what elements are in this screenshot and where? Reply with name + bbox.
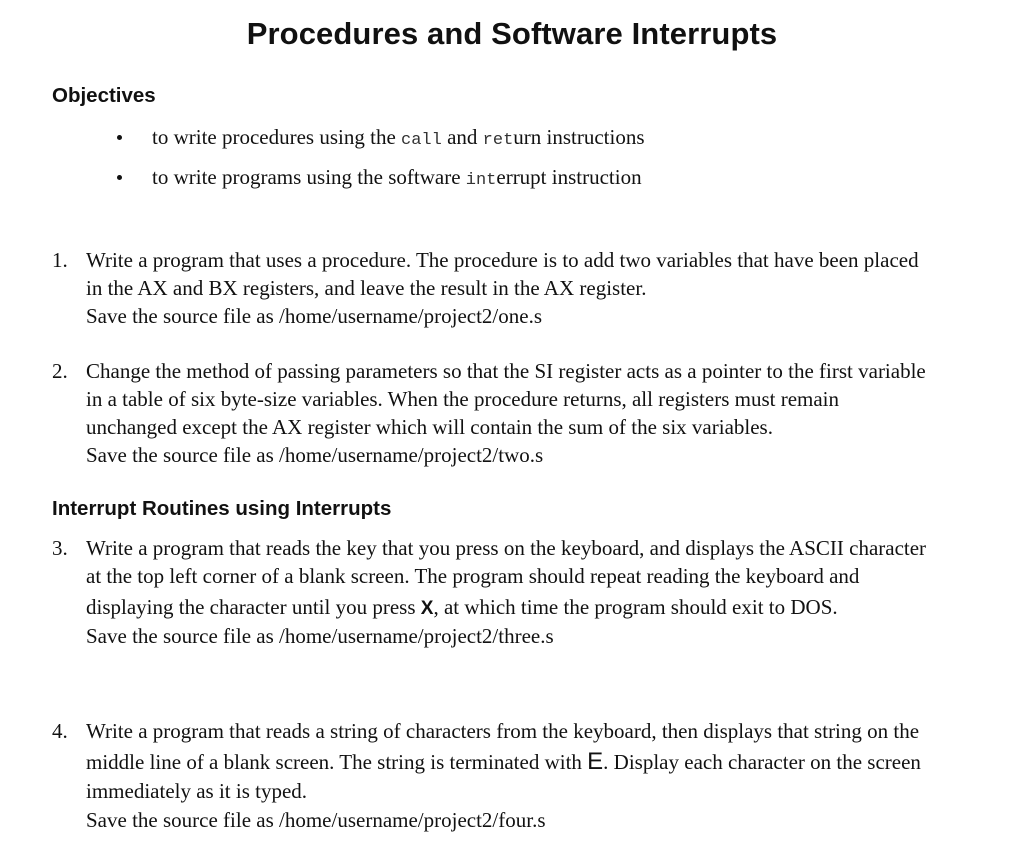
- item-line: Write a program that uses a procedure. The procedure is to add two variables that have been placed: [86, 248, 919, 272]
- item-line: Write a program that reads the key that you press on the keyboard, and displays the ASCII character: [86, 536, 927, 560]
- item-number: 3.: [52, 536, 68, 560]
- item-line: Save the source file as /home/username/project2/three.s: [86, 624, 554, 648]
- interrupts-heading: Interrupt Routines using Interrupts: [52, 497, 392, 520]
- key-x: X: [420, 598, 434, 619]
- item-line: in a table of six byte-size variables. When the procedure returns, all registers must remain: [86, 387, 840, 411]
- item-line: Write a program that reads a string of characters from the keyboard, then displays that string on the: [86, 719, 920, 743]
- bullet-icon: [117, 175, 122, 180]
- item-line: in the AX and BX registers, and leave the result in the AX register.: [86, 276, 647, 300]
- item-line: immediately as it is typed.: [86, 779, 308, 803]
- page-title: Procedures and Software Interrupts: [246, 16, 778, 51]
- item-number: 2.: [52, 359, 68, 383]
- objective-text: to write programs using the software interrupt instruction: [152, 165, 642, 190]
- item-line: at the top left corner of a blank screen. The program should repeat reading the keyboard and: [86, 564, 860, 588]
- item-line: Save the source file as /home/username/project2/two.s: [86, 443, 544, 467]
- code-ret: ret: [482, 131, 514, 150]
- bullet-icon: [117, 135, 122, 140]
- item-line: Change the method of passing parameters so that the SI register acts as a pointer to the first variable: [86, 359, 926, 383]
- code-int: int: [465, 171, 497, 190]
- item-line: Save the source file as /home/username/project2/four.s: [86, 808, 546, 832]
- objective-text: to write procedures using the call and return instructions: [152, 125, 645, 150]
- item-line: displaying the character until you press X, at which time the program should exit to DOS.: [86, 595, 838, 619]
- item-number: 4.: [52, 719, 68, 743]
- objectives-heading: Objectives: [52, 84, 156, 107]
- code-call: call: [401, 131, 442, 150]
- item-line: Save the source file as /home/username/project2/one.s: [86, 304, 543, 328]
- item-number: 1.: [52, 248, 68, 272]
- key-e: E: [587, 748, 604, 775]
- item-line: middle line of a blank screen. The string is terminated with E. Display each character on the screen: [86, 748, 921, 775]
- item-line: unchanged except the AX register which will contain the sum of the six variables.: [86, 415, 773, 439]
